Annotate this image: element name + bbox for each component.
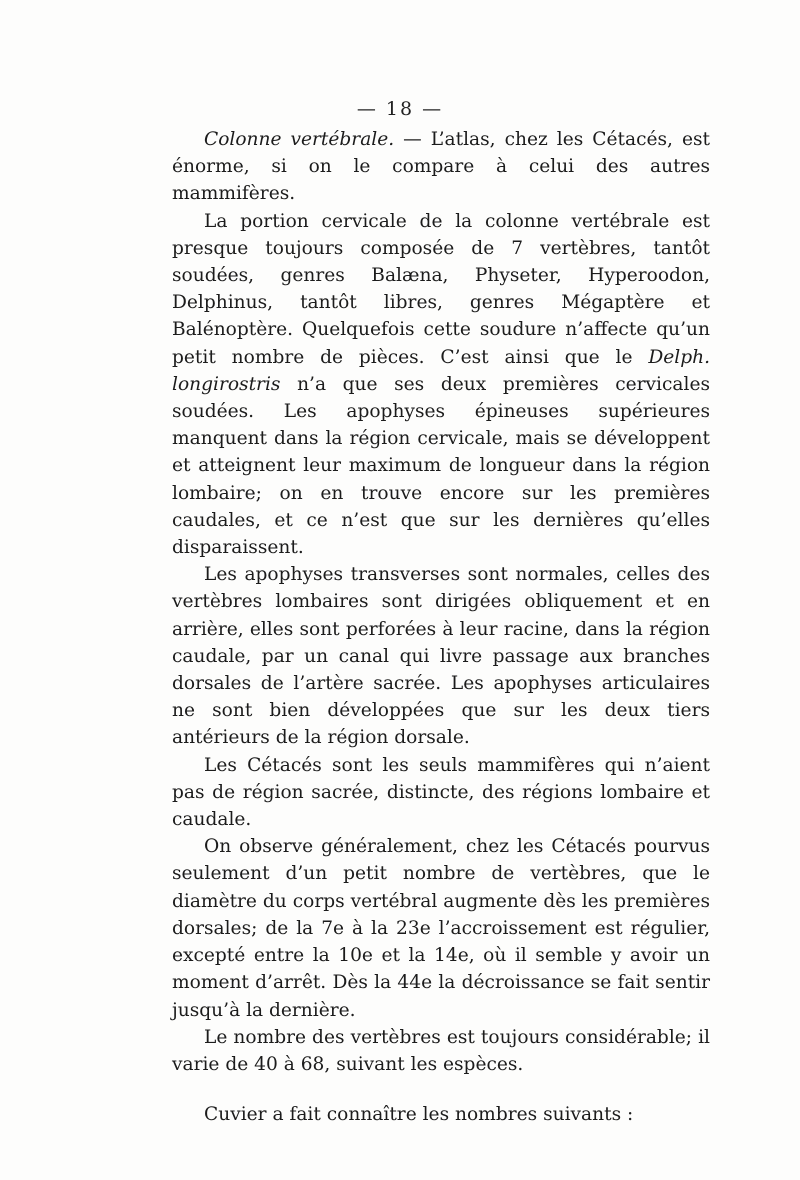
paragraph-nombre-vertebres: Le nombre des vertèbres est toujours considérable; il varie de 40 à 68, suivant les espèces. xyxy=(172,1026,710,1075)
page-number: — 18 — xyxy=(356,98,444,120)
paragraph-region-sacree: Les Cétacés sont les seuls mammifères qui n’aient pas de région sacrée, distincte, des régions lombaire et caudale. xyxy=(172,754,710,831)
paragraph-text: — L’atlas, chez les Cétacés, est énorme, si on le compare à celui des autres mammifères. xyxy=(172,129,710,205)
paragraph-text-after: n’a que ses deux premières cervicales soudées. Les apophyses épineuses supérieures manquent dans la région cervicale, mais se développent et atteignent leur maximum de longueur dans la région lombaire; on en trouve encore sur les premières caudales, et ce n’est que sur les dernières qu’elles disparaissent. xyxy=(172,373,710,559)
section-heading-italic: Colonne vertébrale. xyxy=(204,129,395,150)
paragraph-text-before: La portion cervicale de la colonne vertébrale est presque toujours composée de 7 vertèbres, tantôt soudées, genres Balæna, Physeter, Hyperoodon, Delphinus, tantôt libres, genres Mégaptère et Balénoptère. Quelquefois cette soudure n’affecte qu’un petit nombre de pièces. C’est ainsi que le xyxy=(172,210,710,368)
paragraph-cuvier: Cuvier a fait connaître les nombres suivants : xyxy=(204,1104,634,1126)
paragraph-colonne-vertebrale xyxy=(172,126,710,208)
paragraph-apophyses-transverses: Les apophyses transverses sont normales, celles des vertèbres lombaires sont dirigées obliquement et en arrière, elles sont perforées à leur racine, dans la région caudale, par un canal qui livre passage aux branches dorsales de l’artère sacrée. Les apophyses articulaires ne sont bien développées que sur les deux tiers antérieurs de la région dorsale. xyxy=(172,564,710,749)
species-name-italic: Delph. longirostris xyxy=(172,346,710,395)
body-text xyxy=(172,126,710,1128)
paragraph-portion-cervicale xyxy=(172,208,710,562)
paragraph-diametre-vertebral: On observe généralement, chez les Cétacés pourvus seulement d’un petit nombre de vertèbres, que le diamètre du corps vertébral augmente dès les premières dorsales; de la 7e à la 23e l’accroissement est régulier, excepté entre la 10e et la 14e, où il semble y avoir un moment d’arrêt. Dès la 44e la décroissance se fait sentir jusqu’à la dernière. xyxy=(172,836,710,1021)
